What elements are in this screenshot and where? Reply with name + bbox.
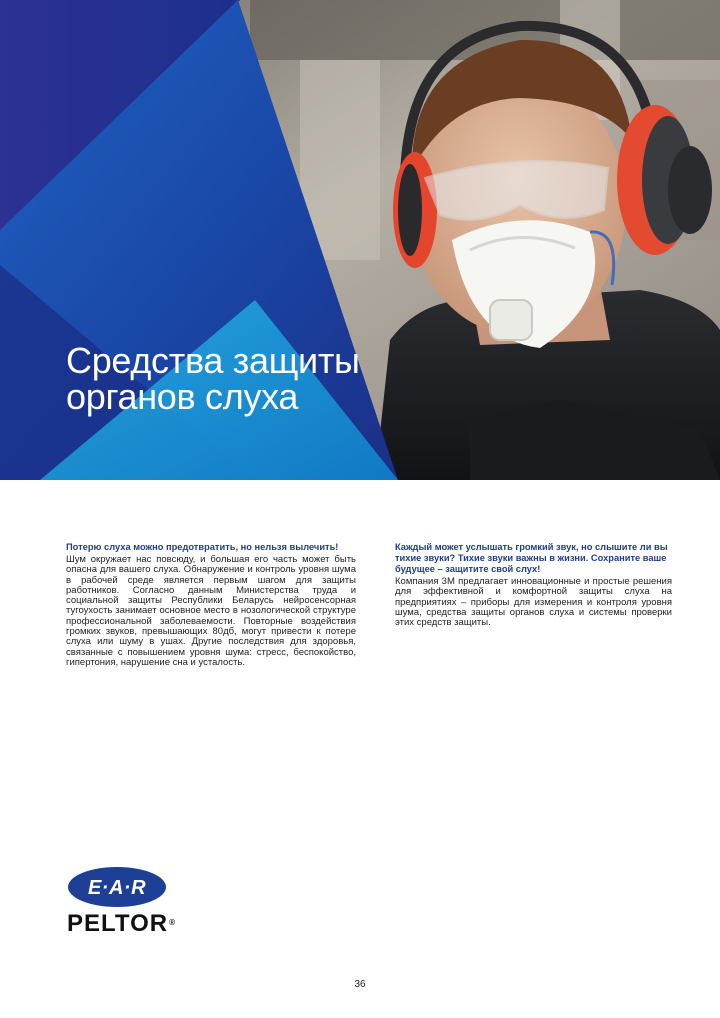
right-body-text: Компания 3M предлагает инновационные и простые решения для эффективной и комфортной защиты слуха на предприятиях – приборы для измерения и контроля уровня шума, средства защиты органов слуха и системы проверки этих средств защиты. bbox=[395, 576, 672, 629]
hero-banner bbox=[0, 0, 720, 480]
right-heading: Каждый может услышать громкий звук, но слышите ли вы тихие звуки? Тихие звуки важны в жизни. Сохраните ваше будущее – защитите свой слух! bbox=[395, 542, 668, 574]
page-title bbox=[66, 340, 360, 417]
ear-logo bbox=[67, 866, 167, 908]
registered-mark: ® bbox=[169, 918, 177, 927]
peltor-logo bbox=[67, 912, 176, 936]
right-column bbox=[395, 542, 672, 628]
ear-logo-text: E·A·R bbox=[87, 877, 147, 899]
title-line-1: Средства защиты bbox=[66, 340, 360, 381]
left-body-text: Шум окружает нас повсюду, и большая его часть может быть опасна для вашего слуха. Обнаружение и контроль уровня шума в рабочей среде является первым шагом для защиты работников. Согласно данным Министерства труда и социальной защиты Республики Беларусь нейросенсорная тугоухость занимает основное место в нозологической структуре профессиональной заболеваемости. Повторные воздействия громких звуков, превышающих 80дб, могут привести к потере слуха или шуму в ушах. Другие последствия для здоровья, связанные с повышением уровня шума: стресс, беспокойство, гипертония, нарушение сна и усталость. bbox=[66, 554, 356, 668]
page-number: 36 bbox=[354, 979, 366, 990]
left-column bbox=[66, 542, 356, 668]
peltor-logo-text: PELTOR bbox=[67, 910, 169, 937]
title-line-2: органов слуха bbox=[66, 376, 299, 417]
left-heading: Потерю слуха можно предотвратить, но нельзя вылечить! bbox=[66, 542, 339, 552]
